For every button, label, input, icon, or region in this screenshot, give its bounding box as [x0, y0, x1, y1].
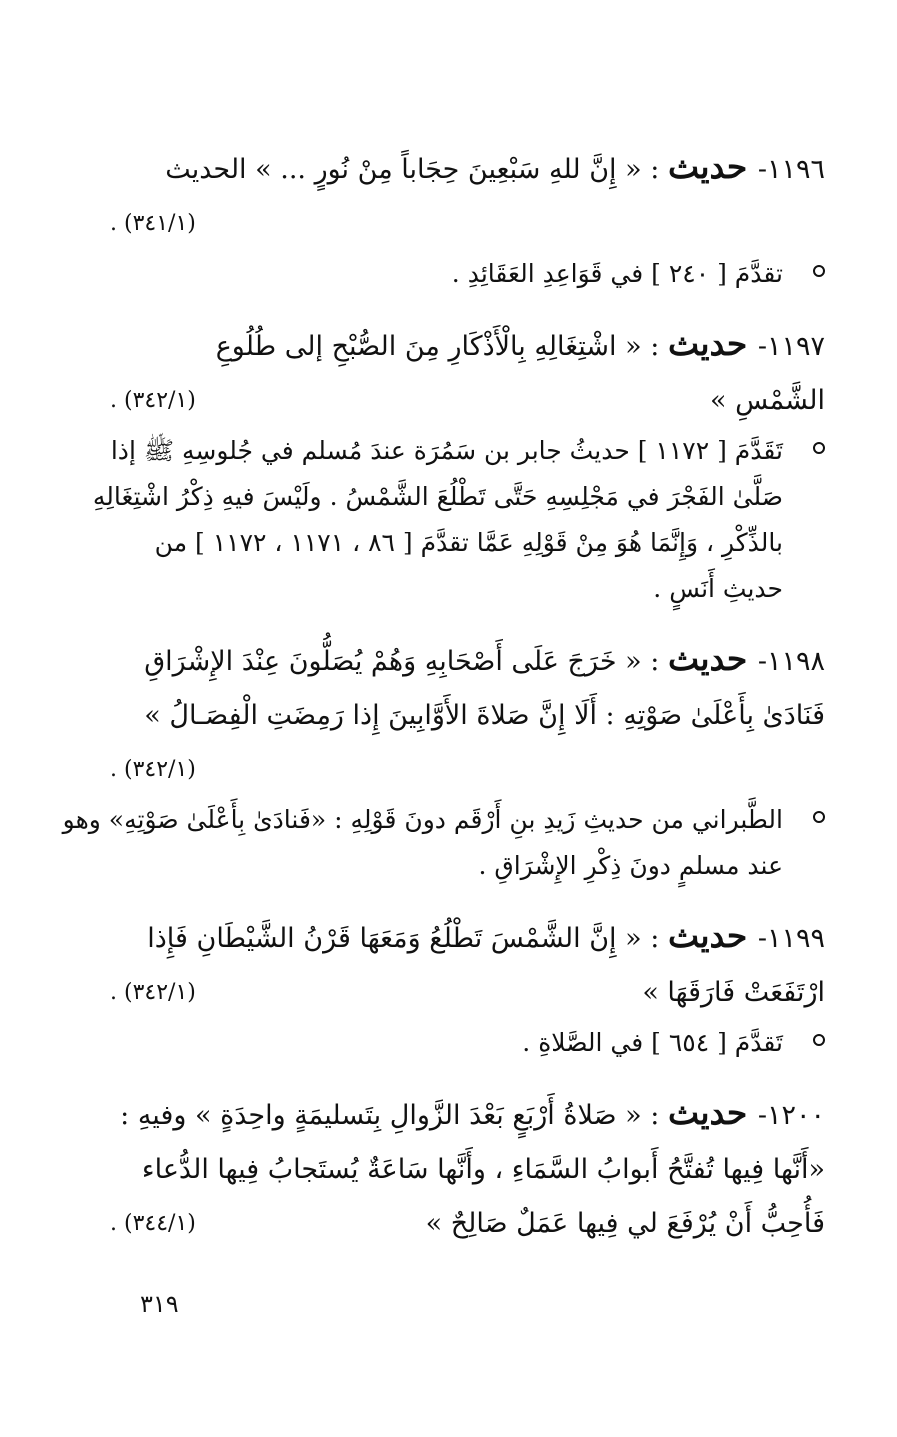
hadith-line: ١١٩٦- حديث : « إِنَّ للهِ سَبْعِينَ حِجَاباً مِنْ نُورٍ ... » الحديث [165, 147, 825, 186]
hadith-entry [110, 1086, 825, 1251]
note-text: صَلَّىٰ الفَجْرَ في مَجْلِسِهِ حَتَّى تَطْلُعَ الشَّمْسُ . ولَيْسَ فيهِ ذِكْرُ اشْتِغَالِهِ [92, 482, 783, 511]
note-text: الطَّبراني من حديثِ زَيدِ بنِ أَرْقَم دونَ قَوْلِهِ : «فَنادَىٰ بِأَعْلَىٰ صَوْتِهِ» وهو [62, 805, 783, 834]
keyword: حديث [667, 1093, 748, 1132]
hadith-line [110, 1197, 825, 1251]
entry-number: ١٢٠٠- [757, 1100, 825, 1131]
hadith-text: « خَرَجَ عَلَى أَصْحَابِهِ وَهُمْ يُصَلُّونَ عِنْدَ الإِشْرَاقِ [144, 646, 642, 677]
hadith-line: ١١٩٨- حديث : « خَرَجَ عَلَى أَصْحَابِهِ وَهُمْ يُصَلُّونَ عِنْدَ الإِشْرَاقِ [144, 639, 825, 678]
page-number: ٣١٩ [140, 1290, 179, 1318]
hadith-text: « إِنَّ للهِ سَبْعِينَ حِجَاباً مِنْ نُورٍ ... » الحديث [165, 154, 642, 185]
reference: (٣٤٢/١) . [110, 757, 196, 782]
hadith-line [110, 966, 825, 1020]
keyword: حديث [667, 639, 748, 678]
hadith-text: ارْتَفَعَتْ فَارَقَهَا » [642, 977, 825, 1008]
hadith-entry [92, 317, 825, 612]
hadith-line: ١١٩٩- حديث : « إِنَّ الشَّمْسَ تَطْلُعُ وَمَعَهَا قَرْنُ الشَّيْطَانِ فَإِذا [147, 916, 825, 955]
hadith-entry [62, 632, 825, 889]
circle-bullet-icon [813, 811, 825, 823]
hadith-line: ١٢٠٠- حديث : « صَلاةُ أَرْبَعٍ بَعْدَ الزَّوالِ بِتَسليمَةٍ واحِدَةٍ » وفيهِ : [120, 1093, 825, 1132]
note-text: بالذِّكْرِ ، وَإِنَّمَا هُوَ مِنْ قَوْلِهِ عَمَّا تقدَّمَ [ ٨٦ ، ١١٧١ ، ١١٧٢ ] من [154, 528, 783, 557]
reference-line [110, 743, 825, 797]
hadith-text: « اشْتِغَالِهِ بِالْأَذْكَارِ مِنَ الصُّبْحِ إلى طُلُوعِ [215, 331, 642, 362]
reference: (٣٤٢/١) . [110, 980, 196, 1005]
circle-bullet-icon [813, 442, 825, 454]
entry-number: ١١٩٨- [757, 646, 825, 677]
page-body [62, 140, 825, 1271]
keyword: حديث [667, 324, 748, 363]
note [110, 251, 825, 297]
note-text: تقدَّمَ [ ٢٤٠ ] في قَوَاعِدِ العَقَائِدِ . [451, 259, 783, 288]
note [110, 428, 825, 474]
keyword: حديث [667, 147, 748, 186]
entry-number: ١١٩٦- [757, 154, 825, 185]
hadith-text: « صَلاةُ أَرْبَعٍ بَعْدَ الزَّوالِ بِتَسليمَةٍ واحِدَةٍ » وفيهِ : [120, 1100, 642, 1131]
note-text: حديثِ أَنَسٍ . [653, 574, 783, 603]
hadith-text: « إِنَّ الشَّمْسَ تَطْلُعُ وَمَعَهَا قَرْنُ الشَّيْطَانِ فَإِذا [147, 923, 642, 954]
circle-bullet-icon [813, 1034, 825, 1046]
hadith-line [110, 374, 825, 428]
note [62, 797, 825, 843]
hadith-entry [110, 909, 825, 1066]
keyword: حديث [667, 916, 748, 955]
hadith-text: فَنَادَىٰ بِأَعْلَىٰ صَوْتِهِ : أَلَا إِنَّ صَلاةَ الأَوَّابِينَ إِذا رَمِضَتِ الْفِصَـالُ » [144, 700, 825, 731]
reference: (٣٤٢/١) . [110, 388, 196, 413]
entry-number: ١١٩٧- [757, 331, 825, 362]
entry-number: ١١٩٩- [757, 923, 825, 954]
hadith-text: الشَّمْسِ » [710, 385, 825, 416]
note-text: تَقَدَّمَ [ ١١٧٢ ] حديثُ جابر بن سَمُرَة عندَ مُسلم في جُلوسِهِ ﷺ إذا [110, 436, 783, 465]
hadith-line [110, 689, 825, 743]
hadith-line: ١١٩٧- حديث : « اشْتِغَالِهِ بِالْأَذْكَارِ مِنَ الصُّبْحِ إلى طُلُوعِ [215, 324, 825, 363]
note [110, 1020, 825, 1066]
reference: (٣٤١/١) . [110, 211, 196, 236]
hadith-entry [110, 140, 825, 297]
reference: (٣٤٤/١) . [110, 1211, 196, 1236]
hadith-text: «أَنَّها فِيها تُفتَّحُ أَبوابُ السَّمَاءِ ، وأَنَّها سَاعَةٌ يُستَجابُ فِيها الدُّعاء [141, 1154, 825, 1185]
circle-bullet-icon [813, 265, 825, 277]
hadith-text: فَأُحِبُّ أَنْ يُرْفَعَ لي فِيها عَمَلٌ صَالِحٌ » [425, 1208, 825, 1239]
hadith-line [110, 1143, 825, 1197]
reference-line [110, 197, 825, 251]
note-text: عند مسلمٍ دونَ ذِكْرِ الإِشْرَاقِ . [478, 851, 783, 880]
note-text: تَقدَّمَ [ ٦٥٤ ] في الصَّلاةِ . [522, 1028, 783, 1057]
